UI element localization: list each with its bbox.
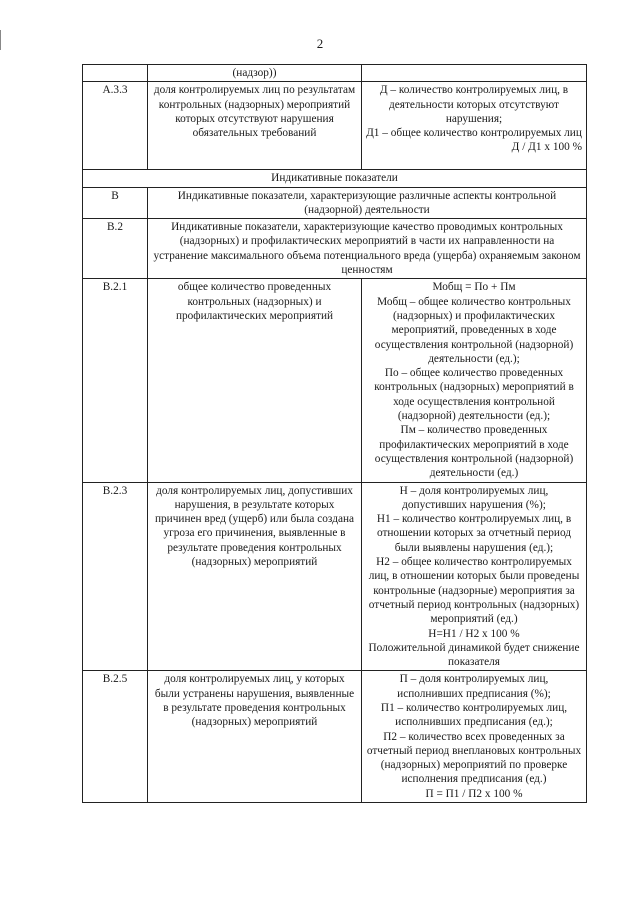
code-cell: В.2.5 [83,671,148,803]
code-cell: В [83,187,148,219]
formula-line: Пм – количество проведенных профилактических мероприятий в ходе осуществления контрольной (надзорной) деятельности (ед.) [374,424,574,480]
code-cell: В.2.3 [83,482,148,671]
table-row [83,65,587,82]
table-row [83,82,587,170]
formula-cell [362,65,587,82]
formula-line: Д / Д1 х 100 % [511,141,582,154]
formula-line: Мобщ – общее количество контрольных (надзорных) и профилактических мероприятий, проведенных в ходе осуществления контрольной (надзорной) деятельности (ед.); [374,295,574,365]
group-heading: Индикативные показатели, характеризующие качество проводимых контрольных (надзорных) и профилактических мероприятий в части их направленности на устранение максимального объема потенциального вреда (ущерба) охраняемым законом ценностям [148,219,587,279]
formula-line: Д – количество контролируемых лиц, в деятельности которых отсутствуют нарушения; [379,84,569,125]
table-row [83,170,587,187]
formula-line: П = П1 / П2 х 100 % [425,787,523,800]
table-row [83,279,587,482]
name-cell: доля контролируемых лиц по результатам контрольных (надзорных) мероприятий которых отсутствуют нарушения обязательных требований [148,82,362,170]
formula-line: Н – доля контролируемых лиц, допустивших нарушения (%); [399,484,549,511]
formula-line: Д1 – общее количество контролируемых лиц [366,127,582,140]
formula-line: Н1 – количество контролируемых лиц, в отношении которых за отчетный период были выявлены нарушения (ед.); [376,513,572,554]
section-heading: Индикативные показатели [83,170,587,187]
name-cell: (надзор)) [148,65,362,82]
formula-line: П2 – количество всех проведенных за отчетный период внеплановых контрольных (надзорных) мероприятий по проверке исполнения предписания (ед.) [366,730,582,786]
indicators-table [82,64,587,803]
table-row [83,187,587,219]
name-cell: доля контролируемых лиц, у которых были устранены нарушения, выявленные в результате проведения контрольных (надзорных) мероприятий [148,671,362,803]
table-row [83,671,587,803]
formula-line: П1 – количество контролируемых лиц, исполнивших предписания (ед.); [380,701,568,729]
formula-cell [362,82,587,170]
formula-cell [362,279,587,482]
table-row [83,482,587,671]
formula-line: По – общее количество проведенных контрольных (надзорных) мероприятий в ходе осуществления контрольной (надзорной) деятельности (ед.); [374,367,574,423]
page-number: 2 [316,36,324,51]
table-row [83,219,587,279]
formula-line: Н=Н1 / Н2 х 100 % [428,627,520,640]
code-cell: А.3.3 [83,82,148,170]
formula-line: Положительной динамикой будет снижение показателя [368,641,580,669]
code-cell [83,65,148,82]
code-cell: В.2 [83,219,148,279]
name-cell: общее количество проведенных контрольных (надзорных) и профилактических мероприятий [148,279,362,482]
code-cell: В.2.1 [83,279,148,482]
group-heading: Индикативные показатели, характеризующие различные аспекты контрольной (надзорной) деятельности [148,187,587,219]
formula-cell [362,671,587,803]
formula-line: П – доля контролируемых лиц, исполнивших предписания (%); [397,673,551,700]
name-cell: доля контролируемых лиц, допустивших нарушения, в результате которых причинен вред (ущерб) или была создана угроза его причинения, выявленные в результате проведения контрольных (надзорных) мероприятий [148,482,362,671]
formula-line: Мобщ = По + Пм [432,281,516,294]
formula-cell [362,482,587,671]
formula-line: Н2 – общее количество контролируемых лиц, в отношении которых были проведены контрольные (надзорные) мероприятия за отчетный период контрольных (надзорных) мероприятий (ед.) [368,556,580,626]
